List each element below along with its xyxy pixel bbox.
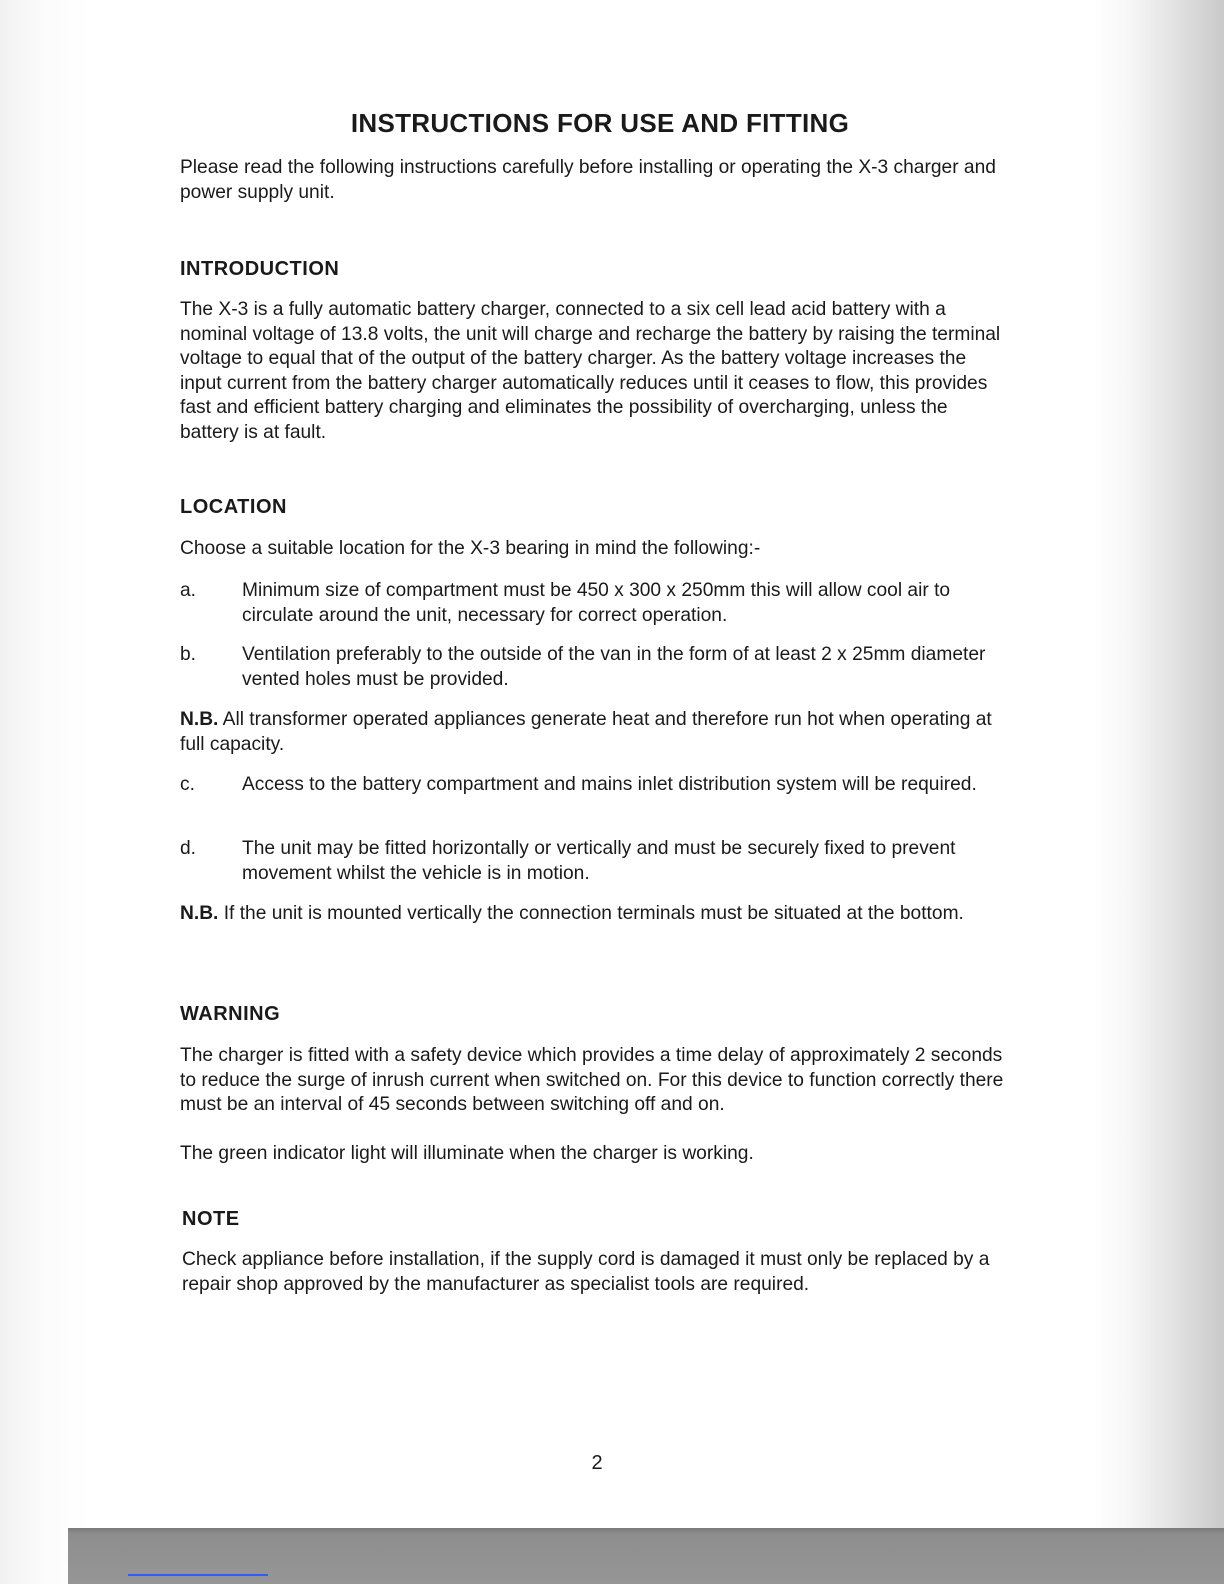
nb-text: If the unit is mounted vertically the connection terminals must be situated at the bottom. [218, 903, 964, 924]
intro-paragraph: Please read the following instructions carefully before installing or operating the X-3 charger and power supply unit. [180, 157, 996, 203]
location-item-d [180, 837, 1010, 886]
location-item-b [180, 643, 1010, 692]
location-heading: LOCATION [180, 496, 287, 518]
list-text: The unit may be fitted horizontally or vertically and must be securely fixed to prevent movement whilst the vehicle is in motion. [242, 838, 956, 884]
list-letter: b. [180, 644, 197, 665]
warning-heading: WARNING [180, 1003, 281, 1025]
nb-text: All transformer operated appliances generate heat and therefore run hot when operating at full capacity. [180, 709, 992, 755]
list-text: Access to the battery compartment and mains inlet distribution system will be required. [242, 774, 977, 795]
warning-body: The charger is fitted with a safety device which provides a time delay of approximately 2 seconds to reduce the surge of inrush current when switched on. For this device to function correctly there must be an interval of 45 seconds between switching off and on. [180, 1045, 1004, 1115]
list-letter: a. [180, 580, 197, 601]
nb-label: N.B. [180, 903, 219, 924]
note-body: Check appliance before installation, if the supply cord is damaged it must only be replaced by a repair shop approved by the manufacturer as specialist tools are required. [182, 1249, 990, 1295]
list-text: Minimum size of compartment must be 450 x 300 x 250mm this will allow cool air to circulate around the unit, necessary for correct operation. [242, 580, 951, 626]
location-lead: Choose a suitable location for the X-3 bearing in mind the following:- [180, 538, 761, 559]
warning-indicator-text: The green indicator light will illuminate when the charger is working. [180, 1143, 754, 1164]
list-text: Ventilation preferably to the outside of the van in the form of at least 2 x 25mm diameter vented holes must be provided. [242, 644, 986, 690]
page-number: 2 [591, 1452, 603, 1474]
list-letter: d. [180, 838, 197, 859]
list-letter: c. [180, 774, 195, 795]
nb-note-vertical [180, 902, 1010, 927]
link-underline [128, 1574, 268, 1576]
location-item-a [180, 579, 1010, 628]
location-item-c [180, 773, 1010, 798]
page-title: INSTRUCTIONS FOR USE AND FITTING [350, 108, 850, 138]
introduction-heading: INTRODUCTION [180, 258, 340, 280]
nb-label: N.B. [180, 709, 219, 730]
introduction-body: The X-3 is a fully automatic battery charger, connected to a six cell lead acid battery with a nominal voltage of 13.8 volts, the unit will charge and recharge the battery by raising the terminal voltage to equal that of the output of the battery charger. As the battery voltage increases the input current from the battery charger automatically reduces until it ceases to flow, this provides fast and efficient battery charging and eliminates the possibility of overcharging, unless the battery is at fault. [180, 299, 1001, 443]
nb-note-heat [180, 708, 1010, 757]
note-heading: NOTE [182, 1208, 240, 1230]
